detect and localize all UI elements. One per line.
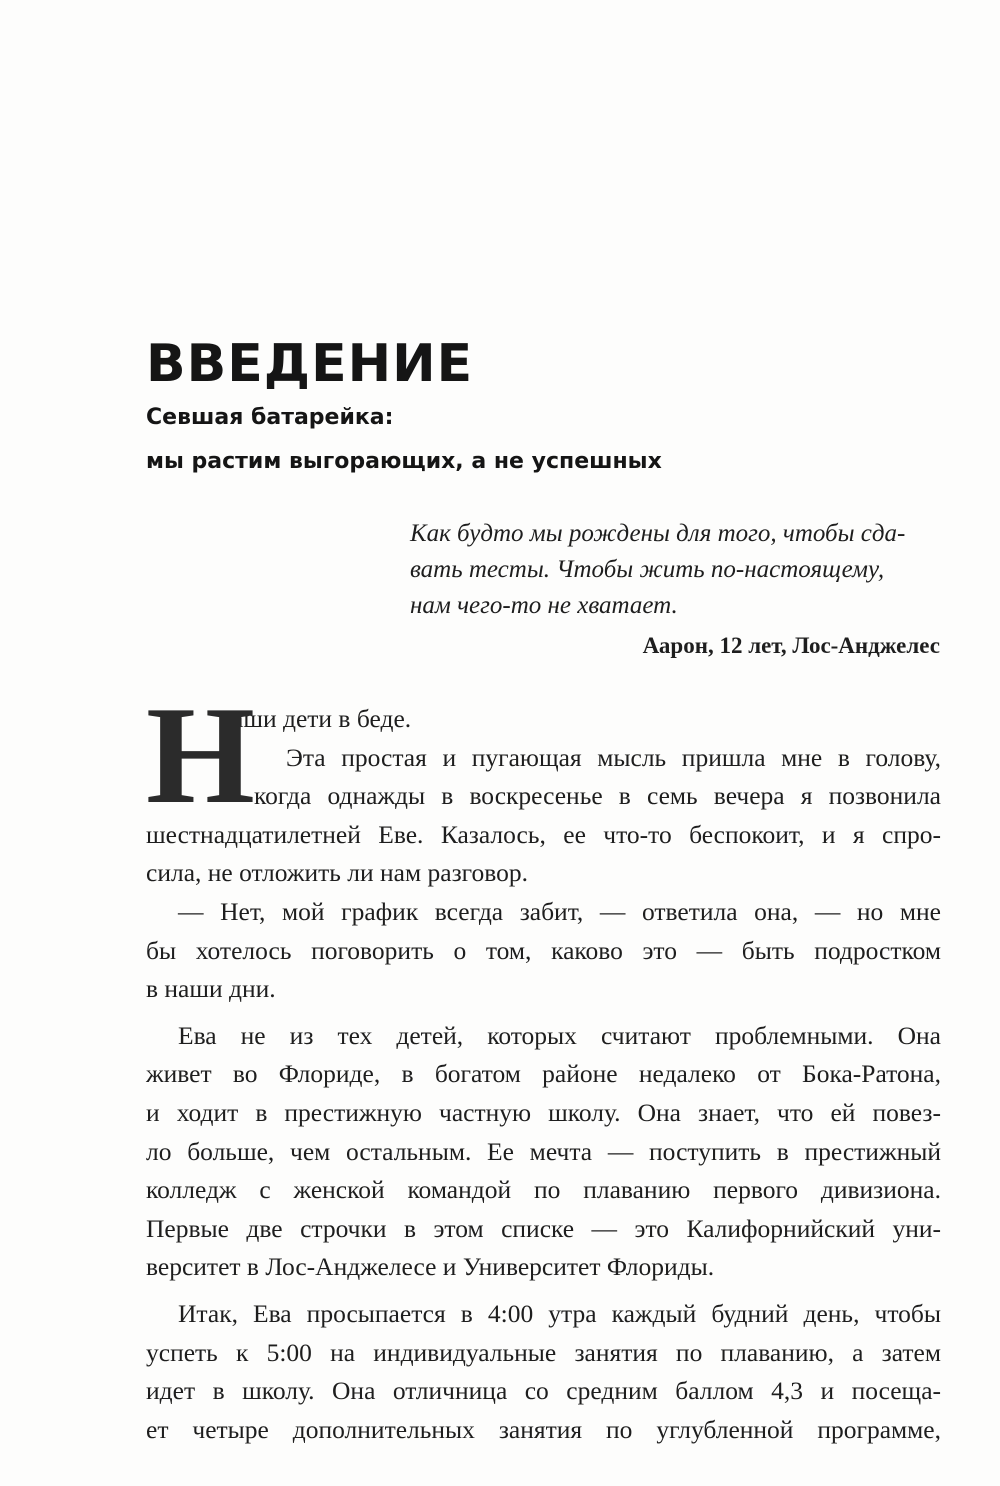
epigraph-line: вать тесты. Чтобы жить по-настоящему,: [410, 556, 885, 583]
text-line: и ходит в престижную частную школу. Она знает, что ей повез-: [146, 1097, 941, 1127]
subtitle-line: Севшая батарейка:: [146, 405, 394, 430]
text-line: аши дети в беде.: [232, 704, 412, 733]
text-line: Ева не из тех детей, которых считают проблемными. Она: [178, 1020, 941, 1050]
body-text: [146, 678, 941, 1449]
paragraph: [146, 1295, 941, 1449]
text-line: успеть к 5:00 на индивидуальные занятия по плаванию, а затем: [146, 1337, 941, 1367]
drop-cap: Н: [146, 678, 255, 833]
epigraph-line: нам чего-то не хватает.: [410, 592, 678, 619]
text-line: ло больше, чем остальным. Ее мечта — поступить в престижный: [146, 1136, 941, 1166]
paragraph: [146, 678, 941, 893]
text-line: Итак, Ева просыпается в 4:00 утра каждый будний день, чтобы: [178, 1298, 941, 1328]
text-line: сила, не отложить ли нам разговор.: [146, 858, 528, 888]
text-line: ет четыре дополнительных занятия по углубленной программе,: [146, 1414, 941, 1444]
text-line: живет во Флориде, в богатом районе недалеко от Бока-Ратона,: [146, 1059, 941, 1089]
chapter-subtitle: [146, 396, 662, 484]
epigraph-quote: [410, 516, 940, 624]
subtitle-line: мы растим выгорающих, а не успешных: [146, 449, 662, 474]
chapter-title: ВВЕДЕНИЕ: [146, 334, 474, 394]
paragraph: [146, 1017, 941, 1287]
text-line: когда однажды в воскресенье в семь вечера я позвонила: [254, 781, 941, 811]
epigraph-line: Как будто мы рождены для того, чтобы сда-: [410, 520, 906, 547]
text-line: верситет в Лос-Анджелесе и Университет Флориды.: [146, 1252, 715, 1282]
text-line: Эта простая и пугающая мысль пришла мне в голову,: [286, 742, 941, 772]
text-line: колледж с женской командой по плаванию первого дивизиона.: [146, 1175, 941, 1205]
text-line: — Нет, мой график всегда забит, — ответила она, — но мне: [178, 896, 941, 926]
text-line: бы хотелось поговорить о том, каково это — быть подростком: [146, 935, 941, 965]
text-line: шестнадцатилетней Еве. Казалось, ее что-то беспокоит, и я спро-: [146, 819, 941, 849]
epigraph-author: Аарон, 12 лет, Лос-Анджелес: [642, 633, 940, 658]
epigraph: [410, 516, 940, 668]
text-line: Первые две строчки в этом списке — это Калифорнийский уни-: [146, 1213, 941, 1243]
text-line: идет в школу. Она отличница со средним баллом 4,3 и посеща-: [146, 1376, 941, 1406]
text-line: в наши дни.: [146, 974, 276, 1004]
paragraph: [146, 893, 941, 1009]
